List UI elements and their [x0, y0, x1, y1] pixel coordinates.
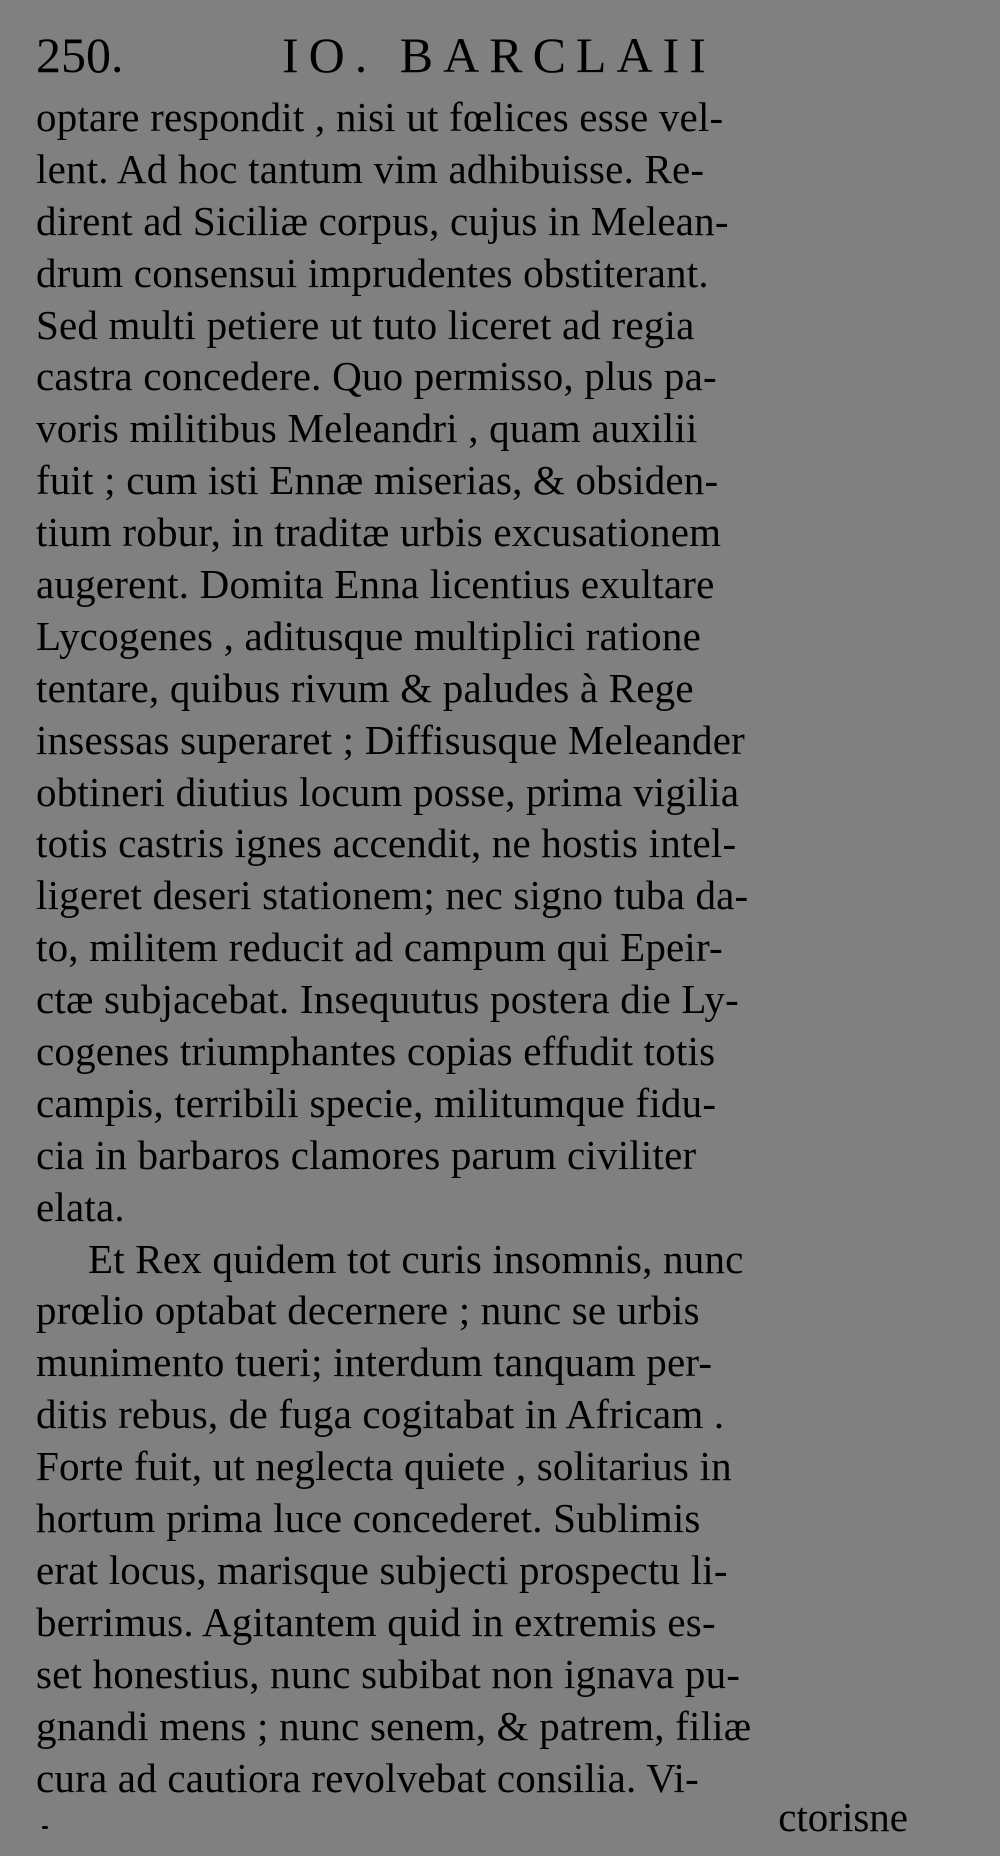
text-line: berrimus. Agitantem quid in extremis es- [36, 1598, 716, 1645]
paragraph-1 [36, 92, 966, 1234]
text-line: castra concedere. Quo permisso, plus pa- [36, 353, 717, 400]
catchword: ctorisne [778, 1794, 908, 1840]
text-line: Lycogenes , aditusque multiplici ratione [36, 612, 701, 659]
text-line: Sed multi petiere ut tuto liceret ad regia [36, 301, 695, 348]
text-line: dirent ad Siciliæ corpus, cujus in Melean- [36, 197, 729, 244]
ink-speck [42, 1826, 48, 1829]
text-line: fuit ; cum isti Ennæ miserias, & obsiden- [36, 457, 719, 504]
text-line: cura ad cautiora revolvebat consilia. Vi- [36, 1754, 699, 1801]
text-line: ligeret deseri stationem; nec signo tuba da- [36, 872, 749, 919]
text-line: insessas superaret ; Diffisusque Meleander [36, 716, 746, 763]
text-line: obtineri diutius locum posse, prima vigilia [36, 768, 740, 815]
running-head: IO. BARCLAII [282, 27, 716, 83]
text-line: munimento tueri; interdum tanquam per- [36, 1339, 713, 1386]
page-number: 250. [36, 27, 124, 83]
text-line: lent. Ad hoc tantum vim adhibuisse. Re- [36, 145, 705, 192]
text-line: Et Rex quidem tot curis insomnis, nunc [88, 1235, 744, 1282]
text-line: to, militem reducit ad campum qui Epeir- [36, 924, 723, 971]
text-line: set honestius, nunc subibat non ignava pu- [36, 1650, 741, 1697]
text-line: campis, terribili specie, militumque fidu- [36, 1079, 717, 1126]
text-line: gnandi mens ; nunc senem, & patrem, filiæ [36, 1702, 752, 1749]
text-line: prœlio optabat decernere ; nunc se urbis [36, 1287, 700, 1334]
text-line: tentare, quibus rivum & paludes à Rege [36, 664, 694, 711]
text-line: cogenes triumphantes copias effudit totis [36, 1028, 716, 1075]
text-line: elata. [36, 1183, 125, 1230]
text-line: ctæ subjacebat. Insequutus postera die Ly- [36, 976, 739, 1023]
body-text [36, 92, 966, 1804]
text-line: totis castris ignes accendit, ne hostis intel- [36, 820, 737, 867]
text-line: augerent. Domita Enna licentius exultare [36, 561, 715, 608]
text-line: ditis rebus, de fuga cogitabat in Africam . [36, 1391, 725, 1438]
text-line: optare respondit , nisi ut fœlices esse vel- [36, 94, 724, 140]
paragraph-2 [36, 1234, 966, 1805]
page-header [36, 16, 966, 96]
text-line: tium robur, in traditæ urbis excusationem [36, 509, 722, 556]
text-line: hortum prima luce concederet. Sublimis [36, 1495, 701, 1542]
text-line: Forte fuit, ut neglecta quiete , solitarius in [36, 1443, 732, 1490]
text-line: voris militibus Meleandri , quam auxilii [36, 405, 698, 452]
text-line: cia in barbaros clamores parum civiliter [36, 1131, 697, 1178]
text-line: erat locus, marisque subjecti prospectu li- [36, 1546, 728, 1593]
text-line: drum consensui imprudentes obstiterant. [36, 249, 709, 296]
